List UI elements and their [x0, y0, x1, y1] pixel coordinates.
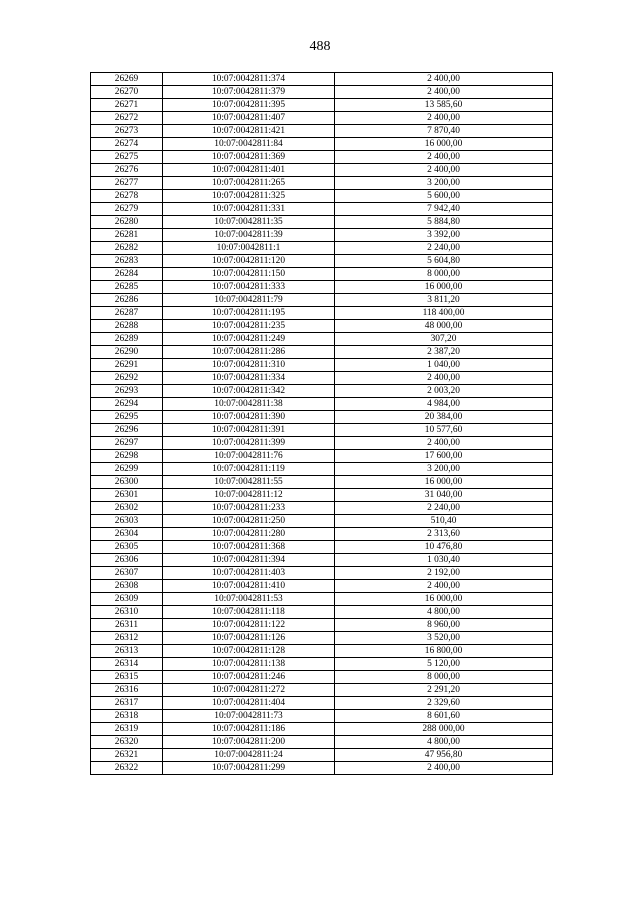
amount-cell: 8 601,60: [335, 710, 553, 723]
row-number-cell: 26320: [91, 736, 163, 749]
amount-cell: 47 956,80: [335, 749, 553, 762]
amount-cell: 1 030,40: [335, 554, 553, 567]
amount-cell: 7 870,40: [335, 125, 553, 138]
cadastral-number-cell: 10:07:0042811:334: [163, 372, 335, 385]
table-row: [91, 229, 553, 242]
row-number-cell: 26317: [91, 697, 163, 710]
cadastral-number-cell: 10:07:0042811:39: [163, 229, 335, 242]
amount-cell: 307,20: [335, 333, 553, 346]
amount-cell: 8 000,00: [335, 671, 553, 684]
table-row: [91, 333, 553, 346]
cadastral-number-cell: 10:07:0042811:1: [163, 242, 335, 255]
row-number-cell: 26301: [91, 489, 163, 502]
table-row: [91, 515, 553, 528]
table-row: [91, 125, 553, 138]
amount-cell: 8 960,00: [335, 619, 553, 632]
cadastral-number-cell: 10:07:0042811:246: [163, 671, 335, 684]
amount-cell: 118 400,00: [335, 307, 553, 320]
row-number-cell: 26321: [91, 749, 163, 762]
table-row: [91, 424, 553, 437]
row-number-cell: 26285: [91, 281, 163, 294]
row-number-cell: 26300: [91, 476, 163, 489]
amount-cell: 3 200,00: [335, 177, 553, 190]
amount-cell: 2 400,00: [335, 580, 553, 593]
row-number-cell: 26294: [91, 398, 163, 411]
row-number-cell: 26286: [91, 294, 163, 307]
row-number-cell: 26275: [91, 151, 163, 164]
cadastral-number-cell: 10:07:0042811:299: [163, 762, 335, 775]
amount-cell: 13 585,60: [335, 99, 553, 112]
cadastral-number-cell: 10:07:0042811:12: [163, 489, 335, 502]
cadastral-number-cell: 10:07:0042811:331: [163, 203, 335, 216]
cadastral-number-cell: 10:07:0042811:53: [163, 593, 335, 606]
amount-cell: 48 000,00: [335, 320, 553, 333]
amount-cell: 2 240,00: [335, 502, 553, 515]
amount-cell: 2 400,00: [335, 437, 553, 450]
cadastral-number-cell: 10:07:0042811:150: [163, 268, 335, 281]
row-number-cell: 26295: [91, 411, 163, 424]
row-number-cell: 26322: [91, 762, 163, 775]
cadastral-number-cell: 10:07:0042811:407: [163, 112, 335, 125]
table-row: [91, 242, 553, 255]
amount-cell: 5 604,80: [335, 255, 553, 268]
cadastral-number-cell: 10:07:0042811:374: [163, 73, 335, 86]
row-number-cell: 26315: [91, 671, 163, 684]
cadastral-number-cell: 10:07:0042811:195: [163, 307, 335, 320]
cadastral-number-cell: 10:07:0042811:395: [163, 99, 335, 112]
table-row: [91, 411, 553, 424]
amount-cell: 2 003,20: [335, 385, 553, 398]
row-number-cell: 26279: [91, 203, 163, 216]
cadastral-table: [90, 72, 553, 775]
amount-cell: 3 200,00: [335, 463, 553, 476]
row-number-cell: 26306: [91, 554, 163, 567]
row-number-cell: 26312: [91, 632, 163, 645]
cadastral-number-cell: 10:07:0042811:126: [163, 632, 335, 645]
cadastral-number-cell: 10:07:0042811:24: [163, 749, 335, 762]
cadastral-number-cell: 10:07:0042811:280: [163, 528, 335, 541]
amount-cell: 16 000,00: [335, 476, 553, 489]
row-number-cell: 26318: [91, 710, 163, 723]
row-number-cell: 26270: [91, 86, 163, 99]
row-number-cell: 26313: [91, 645, 163, 658]
row-number-cell: 26288: [91, 320, 163, 333]
row-number-cell: 26304: [91, 528, 163, 541]
table-row: [91, 632, 553, 645]
amount-cell: 2 400,00: [335, 762, 553, 775]
cadastral-number-cell: 10:07:0042811:38: [163, 398, 335, 411]
table-row: [91, 268, 553, 281]
table-row: [91, 385, 553, 398]
amount-cell: 2 400,00: [335, 112, 553, 125]
row-number-cell: 26276: [91, 164, 163, 177]
cadastral-number-cell: 10:07:0042811:401: [163, 164, 335, 177]
cadastral-number-cell: 10:07:0042811:390: [163, 411, 335, 424]
cadastral-number-cell: 10:07:0042811:128: [163, 645, 335, 658]
amount-cell: 2 387,20: [335, 346, 553, 359]
table-row: [91, 658, 553, 671]
table-row: [91, 749, 553, 762]
amount-cell: 10 476,80: [335, 541, 553, 554]
cadastral-number-cell: 10:07:0042811:325: [163, 190, 335, 203]
row-number-cell: 26278: [91, 190, 163, 203]
amount-cell: 2 400,00: [335, 151, 553, 164]
amount-cell: 7 942,40: [335, 203, 553, 216]
cadastral-number-cell: 10:07:0042811:186: [163, 723, 335, 736]
cadastral-number-cell: 10:07:0042811:35: [163, 216, 335, 229]
amount-cell: 2 240,00: [335, 242, 553, 255]
amount-cell: 16 800,00: [335, 645, 553, 658]
table-row: [91, 489, 553, 502]
row-number-cell: 26283: [91, 255, 163, 268]
table-row: [91, 255, 553, 268]
amount-cell: 2 192,00: [335, 567, 553, 580]
row-number-cell: 26273: [91, 125, 163, 138]
row-number-cell: 26291: [91, 359, 163, 372]
cadastral-number-cell: 10:07:0042811:233: [163, 502, 335, 515]
amount-cell: 5 120,00: [335, 658, 553, 671]
row-number-cell: 26282: [91, 242, 163, 255]
table-row: [91, 554, 553, 567]
table-row: [91, 216, 553, 229]
amount-cell: 1 040,00: [335, 359, 553, 372]
amount-cell: 2 291,20: [335, 684, 553, 697]
amount-cell: 5 600,00: [335, 190, 553, 203]
amount-cell: 16 000,00: [335, 281, 553, 294]
cadastral-number-cell: 10:07:0042811:79: [163, 294, 335, 307]
amount-cell: 3 520,00: [335, 632, 553, 645]
amount-cell: 16 000,00: [335, 593, 553, 606]
row-number-cell: 26272: [91, 112, 163, 125]
cadastral-number-cell: 10:07:0042811:272: [163, 684, 335, 697]
table-row: [91, 684, 553, 697]
table-row: [91, 359, 553, 372]
row-number-cell: 26289: [91, 333, 163, 346]
amount-cell: 31 040,00: [335, 489, 553, 502]
amount-cell: 20 384,00: [335, 411, 553, 424]
cadastral-number-cell: 10:07:0042811:249: [163, 333, 335, 346]
table-row: [91, 99, 553, 112]
cadastral-number-cell: 10:07:0042811:118: [163, 606, 335, 619]
cadastral-number-cell: 10:07:0042811:119: [163, 463, 335, 476]
table-row: [91, 151, 553, 164]
amount-cell: 510,40: [335, 515, 553, 528]
table-row: [91, 112, 553, 125]
table-row: [91, 645, 553, 658]
table-row: [91, 86, 553, 99]
cadastral-number-cell: 10:07:0042811:368: [163, 541, 335, 554]
amount-cell: 5 884,80: [335, 216, 553, 229]
table-row: [91, 723, 553, 736]
row-number-cell: 26305: [91, 541, 163, 554]
row-number-cell: 26280: [91, 216, 163, 229]
cadastral-number-cell: 10:07:0042811:122: [163, 619, 335, 632]
amount-cell: 2 329,60: [335, 697, 553, 710]
cadastral-number-cell: 10:07:0042811:391: [163, 424, 335, 437]
table-row: [91, 320, 553, 333]
row-number-cell: 26314: [91, 658, 163, 671]
row-number-cell: 26307: [91, 567, 163, 580]
cadastral-number-cell: 10:07:0042811:404: [163, 697, 335, 710]
row-number-cell: 26302: [91, 502, 163, 515]
table-row: [91, 190, 553, 203]
table-row: [91, 528, 553, 541]
table-row: [91, 736, 553, 749]
row-number-cell: 26271: [91, 99, 163, 112]
cadastral-number-cell: 10:07:0042811:76: [163, 450, 335, 463]
table-row: [91, 567, 553, 580]
table-row: [91, 177, 553, 190]
cadastral-number-cell: 10:07:0042811:310: [163, 359, 335, 372]
cadastral-number-cell: 10:07:0042811:369: [163, 151, 335, 164]
row-number-cell: 26281: [91, 229, 163, 242]
table-row: [91, 437, 553, 450]
amount-cell: 17 600,00: [335, 450, 553, 463]
cadastral-number-cell: 10:07:0042811:138: [163, 658, 335, 671]
amount-cell: 10 577,60: [335, 424, 553, 437]
table-row: [91, 346, 553, 359]
row-number-cell: 26277: [91, 177, 163, 190]
row-number-cell: 26319: [91, 723, 163, 736]
table-row: [91, 671, 553, 684]
amount-cell: 4 800,00: [335, 606, 553, 619]
row-number-cell: 26308: [91, 580, 163, 593]
cadastral-number-cell: 10:07:0042811:73: [163, 710, 335, 723]
table-row: [91, 463, 553, 476]
table-row: [91, 476, 553, 489]
cadastral-number-cell: 10:07:0042811:403: [163, 567, 335, 580]
page-number: 488: [309, 39, 331, 54]
table-row: [91, 710, 553, 723]
row-number-cell: 26269: [91, 73, 163, 86]
row-number-cell: 26310: [91, 606, 163, 619]
row-number-cell: 26274: [91, 138, 163, 151]
cadastral-number-cell: 10:07:0042811:342: [163, 385, 335, 398]
table-row: [91, 73, 553, 86]
amount-cell: 3 811,20: [335, 294, 553, 307]
cadastral-number-cell: 10:07:0042811:399: [163, 437, 335, 450]
cadastral-number-cell: 10:07:0042811:394: [163, 554, 335, 567]
row-number-cell: 26303: [91, 515, 163, 528]
table-row: [91, 138, 553, 151]
amount-cell: 2 313,60: [335, 528, 553, 541]
cadastral-number-cell: 10:07:0042811:120: [163, 255, 335, 268]
cadastral-number-cell: 10:07:0042811:250: [163, 515, 335, 528]
amount-cell: 16 000,00: [335, 138, 553, 151]
table-row: [91, 606, 553, 619]
cadastral-number-cell: 10:07:0042811:333: [163, 281, 335, 294]
row-number-cell: 26290: [91, 346, 163, 359]
amount-cell: 4 800,00: [335, 736, 553, 749]
row-number-cell: 26311: [91, 619, 163, 632]
table-row: [91, 580, 553, 593]
cadastral-number-cell: 10:07:0042811:235: [163, 320, 335, 333]
table-row: [91, 203, 553, 216]
table-row: [91, 762, 553, 775]
amount-cell: 4 984,00: [335, 398, 553, 411]
amount-cell: 2 400,00: [335, 164, 553, 177]
table-row: [91, 281, 553, 294]
cadastral-number-cell: 10:07:0042811:84: [163, 138, 335, 151]
table-row: [91, 372, 553, 385]
table-row: [91, 450, 553, 463]
amount-cell: 2 400,00: [335, 73, 553, 86]
row-number-cell: 26299: [91, 463, 163, 476]
amount-cell: 2 400,00: [335, 372, 553, 385]
cadastral-number-cell: 10:07:0042811:55: [163, 476, 335, 489]
table-body: [91, 73, 553, 775]
table-row: [91, 619, 553, 632]
amount-cell: 288 000,00: [335, 723, 553, 736]
row-number-cell: 26284: [91, 268, 163, 281]
cadastral-number-cell: 10:07:0042811:379: [163, 86, 335, 99]
row-number-cell: 26309: [91, 593, 163, 606]
table-row: [91, 593, 553, 606]
table-row: [91, 398, 553, 411]
table-row: [91, 307, 553, 320]
table-row: [91, 164, 553, 177]
cadastral-number-cell: 10:07:0042811:265: [163, 177, 335, 190]
amount-cell: 2 400,00: [335, 86, 553, 99]
cadastral-number-cell: 10:07:0042811:200: [163, 736, 335, 749]
cadastral-number-cell: 10:07:0042811:410: [163, 580, 335, 593]
amount-cell: 8 000,00: [335, 268, 553, 281]
cadastral-number-cell: 10:07:0042811:421: [163, 125, 335, 138]
cadastral-number-cell: 10:07:0042811:286: [163, 346, 335, 359]
table-row: [91, 294, 553, 307]
row-number-cell: 26287: [91, 307, 163, 320]
amount-cell: 3 392,00: [335, 229, 553, 242]
row-number-cell: 26316: [91, 684, 163, 697]
row-number-cell: 26296: [91, 424, 163, 437]
table-row: [91, 697, 553, 710]
row-number-cell: 26298: [91, 450, 163, 463]
row-number-cell: 26292: [91, 372, 163, 385]
table-row: [91, 502, 553, 515]
table-row: [91, 541, 553, 554]
row-number-cell: 26297: [91, 437, 163, 450]
row-number-cell: 26293: [91, 385, 163, 398]
